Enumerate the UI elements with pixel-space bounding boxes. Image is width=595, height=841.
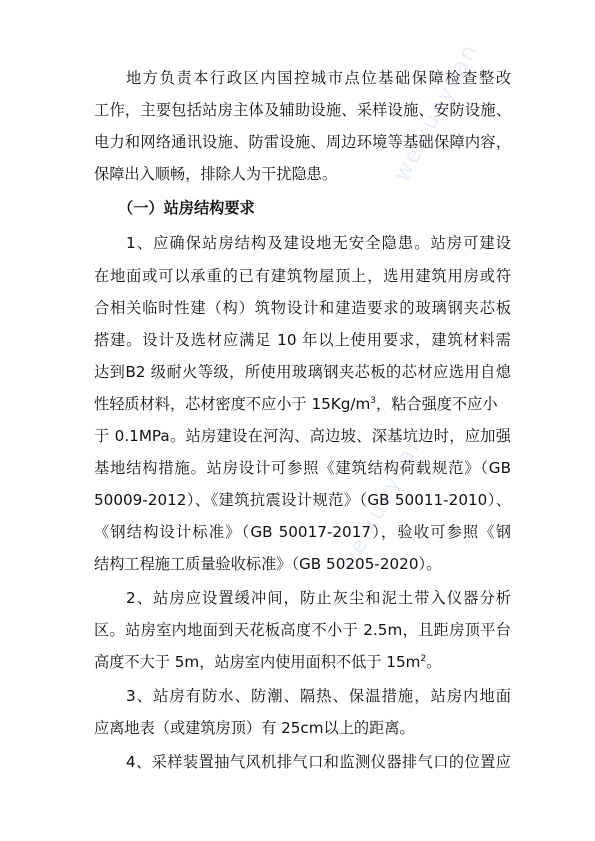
- paragraph-line: 电力和网络通讯设施、防雷设施、周边环境等基础保障内容，: [94, 133, 511, 151]
- paragraph-line: 基地结构措施。站房设计可参照《建筑结构荷载规范》（GB: [94, 459, 511, 477]
- paragraph-line: 结构工程施工质量验收标准》（GB 50205-2020）。: [94, 555, 442, 573]
- paragraph-line: 《钢结构设计标准》（GB 50017-2017），验收可参照《钢: [94, 523, 511, 541]
- paragraph-line: 4、采样装置抽气风机排气口和监测仪器排气口的位置应: [126, 753, 511, 771]
- paragraph-line: 应离地表（或建筑房顶）有 25cm以上的距离。: [94, 719, 415, 737]
- paragraph-line: 性轻质材料，芯材密度不应小于 $15Kg/m^3$，粘合强度不应小: [94, 395, 498, 413]
- superscript: 3: [370, 395, 377, 406]
- watermark: weixueyuan: [389, 39, 484, 186]
- paragraph-line: 高度不大于 5m，站房室内使用面积不低于 $15m^2$。: [94, 653, 442, 671]
- paragraph-line: 1、应确保站房结构及建设地无安全隐患。站房可建设: [126, 234, 511, 252]
- paragraph-line: 地方负责本行政区内国控城市点位基础保障检查整改: [126, 69, 511, 87]
- paragraph-line: 3、站房有防水、防潮、隔热、保温措施，站房内地面: [126, 687, 511, 705]
- watermark: weixueyuan: [335, 429, 430, 576]
- paragraph-line: 合相关临时性建（构）筑物设计和建造要求的玻璃钢夹芯板: [94, 299, 511, 317]
- paragraph-line: 保障出入顺畅，排除人为干扰隐患。: [94, 165, 337, 183]
- paragraph-line: 搭建。设计及选材应满足 10 年以上使用要求，建筑材料需: [94, 331, 511, 349]
- paragraph-line: 在地面或可以承重的已有建筑物屋顶上，选用建筑用房或符: [94, 267, 511, 285]
- paragraph-line: 区。站房室内地面到天花板高度不小于 2.5m，且距房顶平台: [94, 621, 511, 639]
- paragraph-line: 达到B2 级耐火等级，所使用玻璃钢夹芯板的芯材应选用自熄: [94, 363, 511, 381]
- paragraph-line: 2、站房应设置缓冲间，防止灰尘和泥土带入仪器分析: [126, 589, 511, 607]
- paragraph-line: 于 0.1MPa。站房建设在河沟、高边坡、深基坑边时，应加强: [94, 427, 511, 445]
- section-heading: （一）站房结构要求: [118, 199, 255, 217]
- paragraph-line: 工作，主要包括站房主体及辅助设施、采样设施、安防设施、: [94, 101, 511, 119]
- paragraph-line: 50009-2012）、《建筑抗震设计规范》（GB 50011-2010）、: [94, 491, 511, 509]
- superscript: 2: [420, 653, 427, 664]
